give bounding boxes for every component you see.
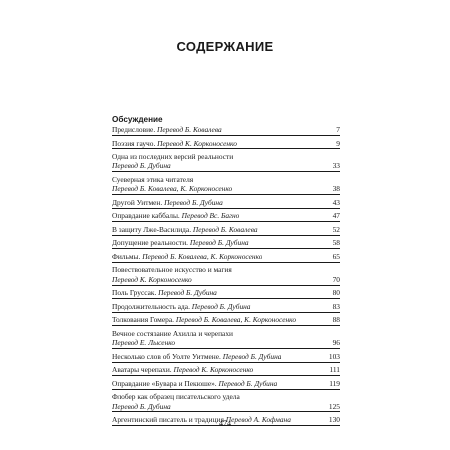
toc-entry-title: Одна из последних версий реальности	[112, 152, 234, 161]
toc-entry-title: Другой Уитмен.	[112, 197, 163, 207]
toc-entry-translator: Перевод Е. Лысенко	[112, 338, 176, 348]
toc-entry-title: Флобер как образец писательского удела	[112, 392, 240, 402]
toc-entry-title: Аватары черепахи.	[112, 365, 172, 375]
toc-entry[interactable]	[112, 288, 340, 299]
toc-entry-page: 38	[332, 184, 340, 194]
toc-entry-translator: Перевод Б. Дубина	[218, 378, 278, 388]
toc-entry-translator: Перевод Б. Дубина	[191, 301, 251, 311]
toc-entry-title: Допущение реальности.	[112, 238, 189, 248]
toc-entry[interactable]	[112, 329, 340, 349]
page-title: СОДЕРЖАНИЕ	[176, 39, 274, 54]
toc-entry-page: 88	[332, 315, 340, 325]
toc-entry[interactable]	[112, 315, 340, 326]
divider	[112, 235, 340, 236]
toc-entry-translator: Перевод Б. Ковалева	[192, 224, 258, 234]
toc-entry-page: 9	[336, 138, 340, 148]
divider	[112, 135, 340, 136]
toc-entry[interactable]	[112, 211, 340, 222]
toc-entry-translator: Перевод Б. Дубина	[158, 288, 217, 298]
toc-entry-page: 43	[332, 197, 340, 207]
toc-entry[interactable]	[112, 392, 340, 412]
toc-entry-page: 70	[332, 274, 340, 284]
toc-entry-page: 47	[332, 211, 340, 221]
toc-entry-translator: Перевод К. Корконосенко	[112, 274, 192, 284]
toc-entry-translator: Перевод Б. Дубина	[112, 161, 171, 171]
divider	[112, 348, 340, 349]
toc-entry-translator: Перевод Б. Ковалева	[157, 125, 222, 134]
toc-entry-page: 52	[332, 224, 340, 234]
toc-entry-translator: Перевод Б. Ковалева, К. Корконосенко	[142, 251, 263, 261]
divider	[112, 221, 340, 222]
toc-entry-title: Толкования Гомера.	[112, 315, 174, 325]
divider	[112, 389, 340, 390]
toc-entry-translator: Перевод А. Кофмана	[225, 415, 291, 425]
toc-entry-page: 96	[332, 338, 340, 348]
toc-entry-title: Оправдание каббалы.	[112, 211, 180, 221]
divider	[112, 375, 340, 376]
toc-entry-page: 130	[328, 415, 340, 425]
toc-entry[interactable]	[112, 225, 340, 236]
divider	[112, 411, 340, 412]
toc-entry-translator: Перевод Б. Дубина	[189, 238, 249, 248]
toc-entry-title: Фильмы.	[112, 251, 141, 261]
toc-entry[interactable]	[112, 175, 340, 195]
toc-entry-page: 83	[332, 301, 340, 311]
toc-entry[interactable]	[112, 265, 340, 285]
toc-entry-title: В защиту Лже-Василида.	[112, 224, 192, 234]
toc-entry-translator: Перевод Б. Дубина	[222, 351, 282, 361]
toc-entry-title: Поэзия гаучо.	[112, 138, 156, 148]
toc-entry-translator: Перевод К. Корконосенко	[157, 138, 237, 148]
divider	[112, 248, 340, 249]
toc-entry-title: Повествовательное искусство и магия	[112, 265, 232, 275]
table-of-contents	[112, 115, 340, 429]
toc-entry-title: Оправдание «Бувара и Пекюше».	[112, 378, 217, 388]
divider	[112, 298, 340, 299]
toc-entry-page: 103	[328, 351, 340, 361]
toc-entry[interactable]	[112, 365, 340, 376]
toc-entry-title: Вечное состязание Ахилла и черепахи	[112, 328, 233, 338]
toc-entries	[112, 125, 340, 426]
toc-entry-translator: Перевод Б. Дубина	[164, 197, 223, 207]
toc-entry-page: 65	[332, 251, 340, 261]
section-heading: Обсуждение	[112, 115, 163, 124]
toc-entry-translator: Перевод Б. Ковалева, К. Корконосенко	[112, 184, 233, 194]
toc-entry[interactable]	[112, 152, 340, 172]
divider	[112, 325, 340, 326]
divider	[112, 171, 340, 172]
divider	[112, 362, 340, 363]
toc-entry-page: 33	[332, 161, 340, 171]
toc-entry[interactable]	[112, 252, 340, 263]
toc-entry-title: Предисловие.	[112, 125, 156, 134]
toc-entry-translator: Перевод К. Корконосенко	[173, 365, 254, 375]
toc-entry[interactable]	[112, 125, 340, 136]
divider	[112, 285, 340, 286]
toc-entry-title: Суеверная этика читателя	[112, 174, 194, 184]
toc-entry-page: 80	[332, 288, 340, 298]
toc-entry-page: 125	[328, 401, 340, 411]
toc-entry-page: 111	[329, 365, 340, 375]
toc-entry[interactable]	[112, 139, 340, 150]
toc-entry-title: Аргентинский писатель и традиция	[112, 415, 224, 425]
toc-entry-title: Поль Груссак.	[112, 288, 157, 298]
toc-entry[interactable]	[112, 198, 340, 209]
toc-entry-page: 58	[332, 238, 340, 248]
toc-entry-translator: Перевод Вс. Багно	[181, 211, 240, 221]
toc-entry[interactable]	[112, 238, 340, 249]
divider	[112, 194, 340, 195]
toc-entry[interactable]	[112, 379, 340, 390]
page-number: 474	[219, 419, 231, 428]
toc-entry-translator: Перевод Б. Дубина	[112, 401, 171, 411]
toc-entry-page: 7	[336, 125, 340, 134]
toc-entry[interactable]	[112, 352, 340, 363]
toc-entry[interactable]	[112, 302, 340, 313]
toc-entry-title: Продолжительность ада.	[112, 301, 190, 311]
divider	[112, 262, 340, 263]
toc-entry-page: 119	[329, 378, 340, 388]
toc-entry-title: Несколько слов об Уолте Уитмене.	[112, 351, 221, 361]
divider	[112, 208, 340, 209]
toc-entry-translator: Перевод Б. Ковалева, К. Корконосенко	[175, 315, 297, 325]
divider	[112, 148, 340, 149]
divider	[112, 312, 340, 313]
